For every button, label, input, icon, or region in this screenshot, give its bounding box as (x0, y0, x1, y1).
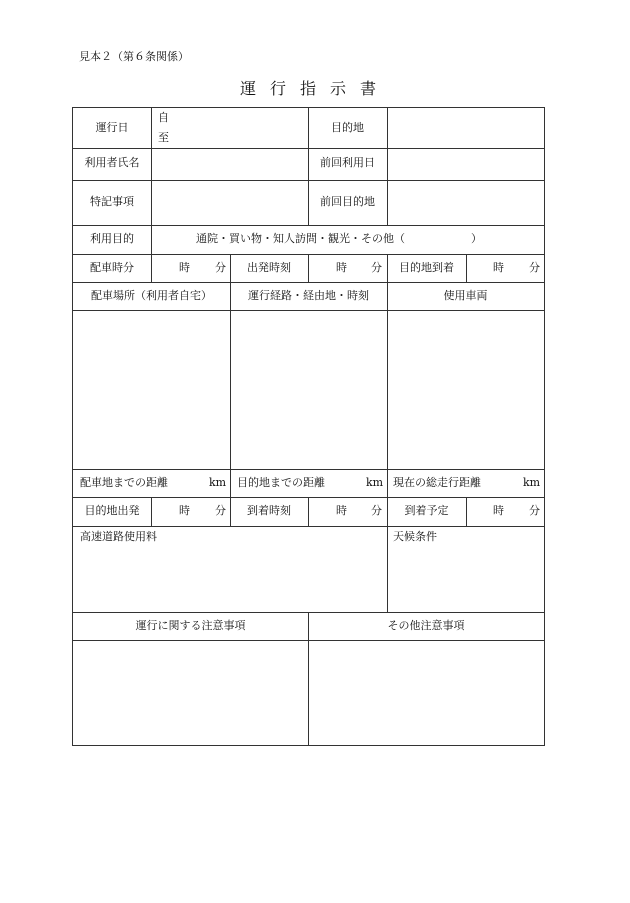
km-unit: km (209, 476, 227, 489)
dist-to-dispatch-label: 配車地までの距離 (80, 476, 168, 489)
row-divider (73, 310, 544, 311)
special-notes-label: 特記事項 (90, 195, 134, 208)
hour-label: 時 (179, 261, 190, 274)
departure-time-label: 出発時刻 (247, 261, 291, 274)
minute-label: 分 (371, 504, 382, 517)
row-divider (73, 526, 544, 527)
other-notes-label: その他注意事項 (387, 619, 465, 632)
purpose-label: 利用目的 (90, 232, 134, 245)
col-divider (151, 108, 152, 225)
sample-label: 見本２（第６条関係） (79, 50, 189, 63)
col-divider (387, 526, 388, 612)
odometer-label: 現在の総走行距離 (393, 476, 481, 489)
col-divider (387, 282, 388, 497)
last-destination-label: 前回目的地 (320, 195, 375, 208)
hour-label: 時 (336, 504, 347, 517)
col-divider (387, 108, 388, 225)
highway-fee-label: 高速道路使用料 (80, 530, 157, 543)
col-divider (308, 254, 309, 282)
col-divider (466, 497, 467, 526)
minute-label: 分 (529, 504, 540, 517)
vehicle-label: 使用車両 (443, 289, 488, 302)
minute-label: 分 (529, 261, 540, 274)
col-divider (308, 497, 309, 526)
hour-label: 時 (493, 504, 504, 517)
km-unit: km (366, 476, 384, 489)
last-use-date-label: 前回利用日 (320, 156, 375, 169)
hour-label: 時 (336, 261, 347, 274)
minute-label: 分 (215, 504, 226, 517)
col-divider (151, 254, 152, 282)
operation-instruction-form (72, 107, 545, 746)
purpose-options: 通院・買い物・知人訪問・観光・その他（ ） (196, 232, 482, 245)
page-title: 運行指示書 (239, 79, 390, 98)
row-divider (73, 225, 544, 226)
col-divider (466, 254, 467, 282)
km-unit: km (523, 476, 541, 489)
row-divider (73, 282, 544, 283)
route-label: 運行経路・経由地・時刻 (248, 289, 369, 302)
to-label: 至 (158, 131, 169, 144)
arrival-time-label: 到着時刻 (247, 504, 291, 517)
col-divider (151, 497, 152, 526)
weather-label: 天候条件 (393, 530, 437, 543)
col-divider (151, 225, 152, 254)
col-divider (230, 282, 231, 497)
minute-label: 分 (215, 261, 226, 274)
destination-label: 目的地 (331, 121, 364, 134)
arrival-destination-label: 目的地到着 (399, 261, 454, 274)
operation-date-label: 運行日 (95, 121, 129, 134)
dest-departure-label: 目的地出発 (84, 504, 140, 517)
row-divider (73, 469, 544, 470)
dispatch-place-label: 配車場所（利用者自宅） (91, 289, 212, 302)
arrival-planned-label: 到着予定 (404, 504, 449, 517)
from-label: 自 (158, 111, 169, 124)
op-notes-label: 運行に関する注意事項 (135, 619, 246, 632)
user-name-label: 利用者氏名 (84, 156, 140, 169)
minute-label: 分 (371, 261, 382, 274)
hour-label: 時 (179, 504, 190, 517)
dispatch-time-label: 配車時分 (90, 261, 134, 274)
hour-label: 時 (493, 261, 504, 274)
dist-to-destination-label: 目的地までの距離 (237, 476, 325, 489)
